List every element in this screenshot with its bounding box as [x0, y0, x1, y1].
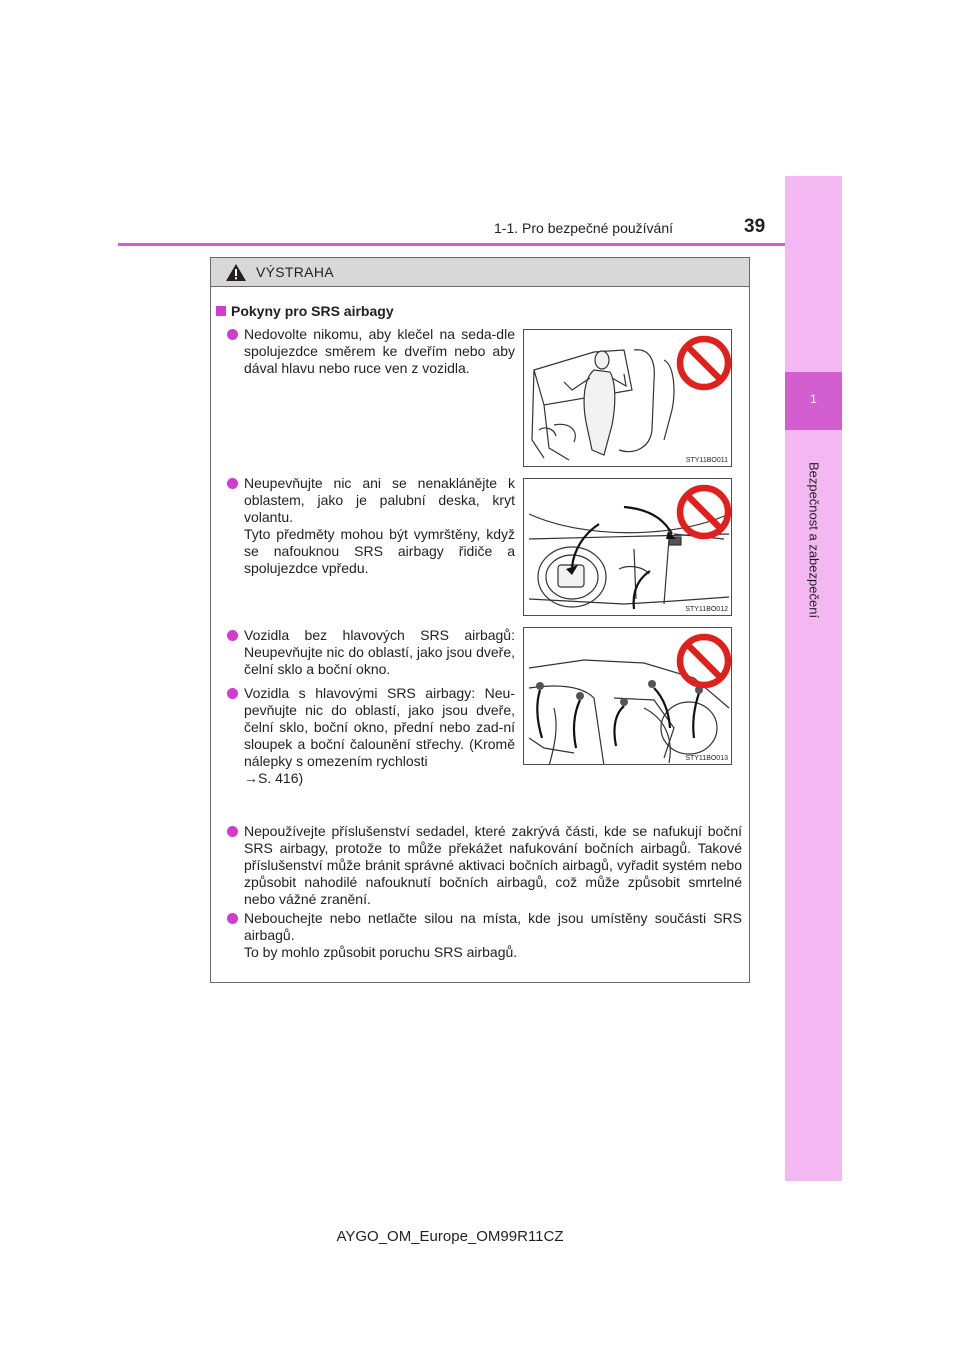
- list-item-text: To by mohlo způsobit poruchu SRS airbagů.: [244, 944, 518, 960]
- illustration-window-pillars: [523, 627, 732, 765]
- page-number: 39: [744, 216, 766, 237]
- list-item: [227, 685, 515, 787]
- illustration-passenger-door: [523, 329, 732, 467]
- list-item: [227, 326, 515, 377]
- warning-title: VÝSTRAHA: [256, 264, 334, 280]
- chapter-number: 1: [810, 392, 817, 406]
- warning-header: [211, 258, 749, 287]
- list-item-text: Tyto předměty mohou být vymrštěny, když se nafouknou SRS airbagy řidiče a spolujezdce vpředu.: [244, 526, 515, 576]
- document-code: AYGO_OM_Europe_OM99R11CZ: [336, 1228, 564, 1245]
- bullet-dot-icon: [227, 688, 238, 699]
- list-item-text: Vozidla bez hlavových SRS airbagů: Neupevňujte nic do oblastí, jako jsou dveře, čelní sklo a boční okno.: [244, 627, 515, 677]
- section-title: 1-1. Pro bezpečné používání: [494, 220, 674, 236]
- list-item-text: Nepoužívejte příslušenství sedadel, které zakrývá části, kde se nafukují boční SRS airbagy, protože to může překážet nafukování bočních airbagů. Takové příslušenství může bránit správné aktivaci bočních airbagů, vyřadit systém nebo způsobit nahodilé nafouknutí bočních airbagů, což může způsobit smrtelné nebo vážné zranění.: [244, 823, 742, 907]
- warning-triangle-icon: [225, 263, 247, 282]
- list-item-text: Nebouchejte nebo netlačte silou na místa, kde jsou umístěny součásti SRS airbagů.: [244, 910, 742, 943]
- section-heading: [216, 303, 394, 319]
- header-rule: [118, 243, 785, 246]
- list-item: [227, 475, 515, 577]
- list-item: [227, 823, 742, 908]
- bullet-dot-icon: [227, 913, 238, 924]
- chapter-label: Bezpečnost a zabezpečení: [806, 461, 822, 619]
- figure-code: STY11BO012: [685, 606, 728, 613]
- bullet-dot-icon: [227, 478, 238, 489]
- list-item-text: Neupevňujte nic ani se nenaklánějte k oblastem, jako je palubní deska, kryt volantu.: [244, 475, 515, 525]
- chapter-side-tab: [785, 176, 842, 1181]
- figure-code: STY11BO011: [685, 457, 728, 464]
- passenger-leaning-illustration: [524, 330, 732, 467]
- page-reference[interactable]: →S. 416): [244, 770, 304, 786]
- dashboard-illustration: [524, 479, 732, 616]
- illustration-dashboard: [523, 478, 732, 616]
- figure-code: STY11BO013: [685, 755, 728, 762]
- list-item: [227, 910, 742, 961]
- window-pillar-illustration: [524, 628, 732, 765]
- list-item: [227, 627, 515, 678]
- section-heading-text: Pokyny pro SRS airbagy: [231, 303, 394, 319]
- bullet-dot-icon: [227, 329, 238, 340]
- list-item-text: Nedovolte nikomu, aby klečel na seda-dle spolujezdce směrem ke dveřím nebo aby dával hlavu nebo ruce ven z vozidla.: [244, 326, 515, 376]
- bullet-dot-icon: [227, 630, 238, 641]
- square-bullet-icon: [216, 306, 226, 316]
- list-item-text: Vozidla s hlavovými SRS airbagy: Neu-pevňujte nic do oblastí, jako jsou dveře, čelní sklo, boční okno, přední nebo zad-ní sloupek a boční čalounění střechy. (Kromě nálepky s omezením rychlosti: [244, 685, 515, 769]
- bullet-dot-icon: [227, 826, 238, 837]
